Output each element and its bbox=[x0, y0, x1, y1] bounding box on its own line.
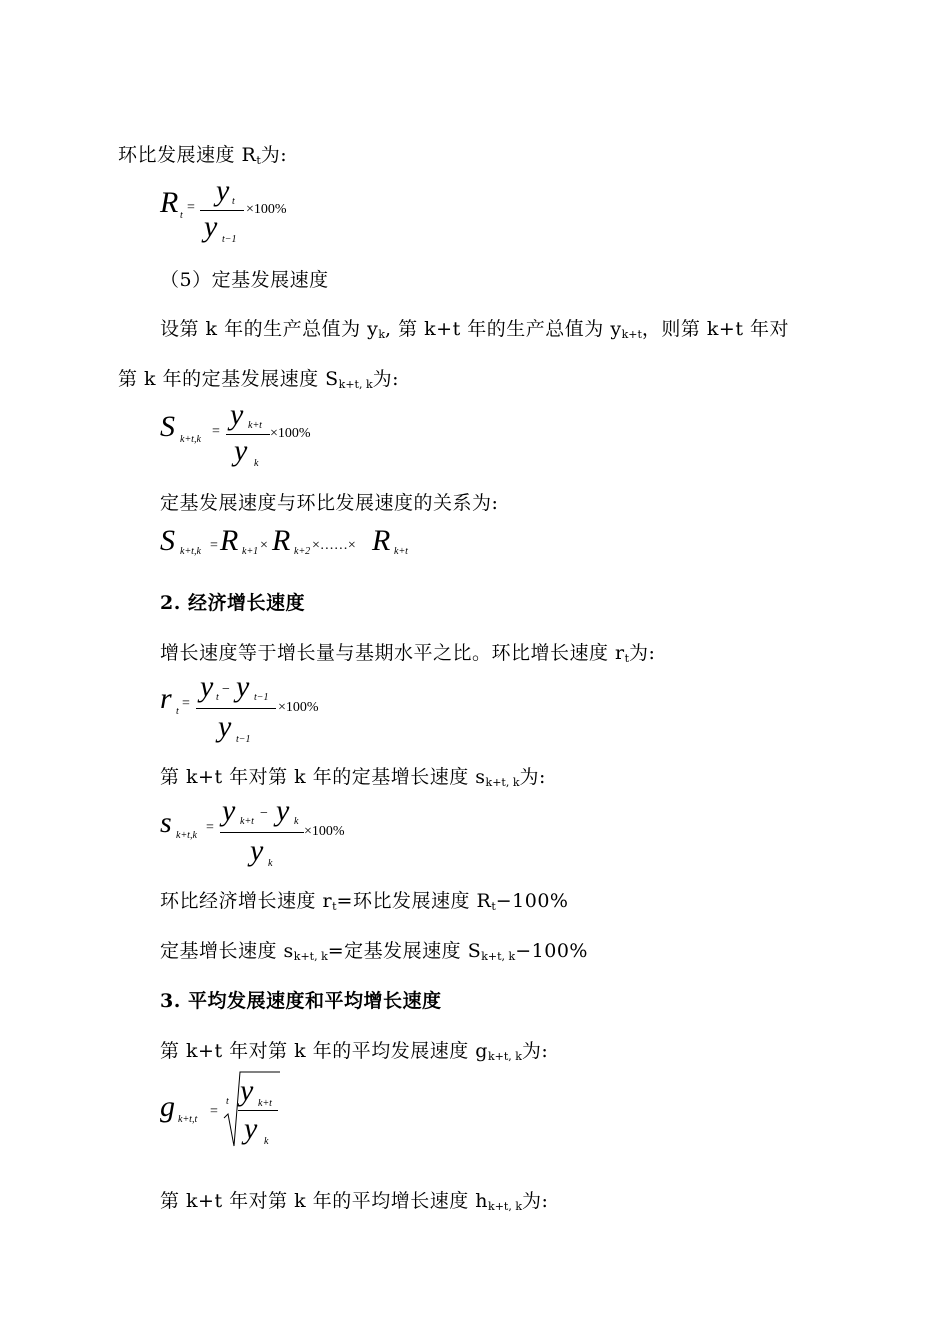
formula-glyph: k+1 bbox=[242, 546, 259, 557]
text-run: 为: bbox=[522, 1190, 549, 1212]
formula-glyph: t bbox=[232, 196, 235, 207]
subscript: k+t, k bbox=[293, 950, 328, 963]
formula-glyph: = bbox=[210, 538, 218, 553]
formula-glyph: R bbox=[272, 524, 291, 557]
text-run: 环比经济增长速度 r bbox=[160, 890, 333, 912]
formula-glyph: k+t,t bbox=[178, 1114, 198, 1125]
formula-glyph: = bbox=[206, 820, 214, 835]
subscript: k+t, k bbox=[485, 776, 520, 789]
formula-relation bbox=[160, 520, 440, 564]
formula-glyph: k+t bbox=[258, 1098, 272, 1109]
formula-glyph: S bbox=[160, 524, 175, 557]
fraction-bar bbox=[196, 708, 276, 709]
formula-glyph: t bbox=[176, 706, 179, 717]
subscript: k bbox=[378, 328, 386, 341]
formula-glyph: y bbox=[200, 670, 214, 703]
formula-symbol: R bbox=[160, 186, 179, 219]
formula-glyph: ×100% bbox=[278, 700, 319, 715]
formula-glyph: k+t,k bbox=[180, 434, 201, 445]
subscript: k+t, k bbox=[488, 1200, 522, 1213]
text-run: 为: bbox=[260, 144, 288, 166]
text-run: 设第 k 年的生产总值为 y bbox=[160, 318, 379, 340]
formula-glyph: k+t bbox=[240, 816, 254, 827]
subscript: k+t bbox=[621, 328, 642, 341]
formula-glyph: y bbox=[250, 834, 264, 867]
paragraph-relation-2 bbox=[160, 936, 588, 963]
formula-s bbox=[160, 398, 380, 474]
text-run: 第 k+t 年对第 k 年的平均发展速度 g bbox=[160, 1040, 488, 1062]
formula-r bbox=[160, 670, 380, 748]
text-line-rt bbox=[118, 140, 287, 167]
text-run: 环比发展速度 R bbox=[118, 144, 257, 166]
formula-glyph: y bbox=[240, 1074, 254, 1107]
formula-glyph: s bbox=[160, 806, 172, 839]
formula-glyph: k bbox=[264, 1136, 269, 1147]
text-run: 第 k+t 年对第 k 年的平均增长速度 h bbox=[160, 1190, 489, 1212]
fraction-bar bbox=[220, 832, 304, 833]
text-run: 为: bbox=[521, 1040, 549, 1062]
text-run: =定基发展速度 S bbox=[327, 940, 482, 962]
text-run: 为: bbox=[372, 368, 400, 390]
formula-glyph: k bbox=[294, 816, 299, 827]
formula-glyph: t bbox=[216, 692, 219, 703]
text-run: 第 k+t 年对第 k 年的定基增长速度 s bbox=[160, 766, 486, 788]
text-run: , 第 k+t 年的生产总值为 y bbox=[385, 318, 622, 340]
formula-g bbox=[160, 1068, 320, 1152]
formula-glyph: k bbox=[254, 458, 259, 469]
paragraph-relation-1 bbox=[160, 886, 568, 913]
formula-glyph: = bbox=[182, 696, 190, 711]
formula-glyph: k+2 bbox=[294, 546, 311, 557]
text-run: =环比发展速度 R bbox=[336, 890, 492, 912]
formula-glyph: R bbox=[372, 524, 391, 557]
formula-glyph: t−1 bbox=[254, 692, 269, 703]
formula-glyph: = bbox=[187, 200, 195, 215]
subscript: k+t, k bbox=[338, 378, 373, 391]
formula-glyph: t bbox=[180, 210, 183, 221]
formula-glyph: y bbox=[276, 794, 290, 827]
text-run: −100% bbox=[515, 940, 588, 962]
subscript: t bbox=[332, 900, 337, 913]
paragraph-average-growth bbox=[160, 1186, 548, 1213]
formula-s-small bbox=[160, 794, 390, 872]
formula-glyph: S bbox=[160, 410, 175, 443]
formula-glyph: k+t bbox=[248, 420, 262, 431]
fraction-bar bbox=[238, 1110, 278, 1111]
formula-rt bbox=[160, 174, 360, 250]
formula-glyph: y bbox=[216, 174, 230, 207]
formula-glyph: R bbox=[220, 524, 239, 557]
formula-glyph: ×……× bbox=[312, 538, 356, 553]
subscript: t bbox=[491, 900, 496, 913]
section-heading-3: 3. 平均发展速度和平均增长速度 bbox=[160, 990, 442, 1012]
formula-glyph: y bbox=[244, 1112, 258, 1145]
formula-glyph: ×100% bbox=[270, 426, 311, 441]
formula-glyph: y bbox=[234, 434, 248, 467]
paragraph-average bbox=[160, 1036, 548, 1063]
text-run: 为: bbox=[519, 766, 546, 788]
formula-glyph: ×100% bbox=[246, 202, 287, 217]
fraction-bar bbox=[226, 434, 270, 435]
formula-glyph: y bbox=[218, 710, 232, 743]
formula-glyph: ×100% bbox=[304, 824, 345, 839]
section-heading-2: 2. 经济增长速度 bbox=[160, 592, 305, 614]
paragraph-set-cont bbox=[118, 364, 399, 391]
subscript: k+t, k bbox=[481, 950, 516, 963]
subscript: t bbox=[624, 652, 630, 665]
paragraph-growth bbox=[160, 638, 655, 665]
text-run: 第 k 年的定基发展速度 S bbox=[118, 368, 339, 390]
formula-glyph: t bbox=[226, 1096, 229, 1107]
formula-glyph: = bbox=[212, 424, 220, 439]
formula-glyph: g bbox=[160, 1090, 175, 1123]
formula-glyph: × bbox=[260, 538, 268, 553]
formula-glyph: k+t bbox=[394, 546, 408, 557]
formula-glyph: y bbox=[222, 794, 236, 827]
subscript: t bbox=[256, 154, 261, 167]
formula-glyph: t−1 bbox=[222, 234, 237, 245]
formula-glyph: r bbox=[160, 682, 172, 715]
paragraph-fixed-growth bbox=[160, 762, 546, 789]
formula-glyph: y bbox=[236, 670, 250, 703]
formula-glyph: t−1 bbox=[236, 734, 251, 745]
subscript: k+t, k bbox=[487, 1050, 522, 1063]
text-run: −100% bbox=[495, 890, 569, 912]
formula-glyph: − bbox=[260, 806, 268, 821]
formula-glyph: k bbox=[268, 858, 273, 869]
text-run: 增长速度等于增长量与基期水平之比。环比增长速度 r bbox=[160, 642, 625, 664]
section-heading-5: （5）定基发展速度 bbox=[160, 269, 329, 291]
formula-glyph: k+t,k bbox=[176, 830, 197, 841]
formula-glyph: − bbox=[222, 682, 230, 697]
formula-glyph: k+t,k bbox=[180, 546, 201, 557]
formula-glyph: y bbox=[230, 398, 244, 431]
text-run: ，则第 k+t 年对 bbox=[641, 318, 790, 340]
text-run: 为: bbox=[629, 642, 656, 664]
paragraph-relation: 定基发展速度与环比发展速度的关系为: bbox=[160, 492, 499, 514]
paragraph-set bbox=[160, 314, 789, 341]
formula-glyph: = bbox=[210, 1104, 218, 1119]
formula-glyph: y bbox=[204, 210, 218, 243]
text-run: 定基增长速度 s bbox=[160, 940, 294, 962]
